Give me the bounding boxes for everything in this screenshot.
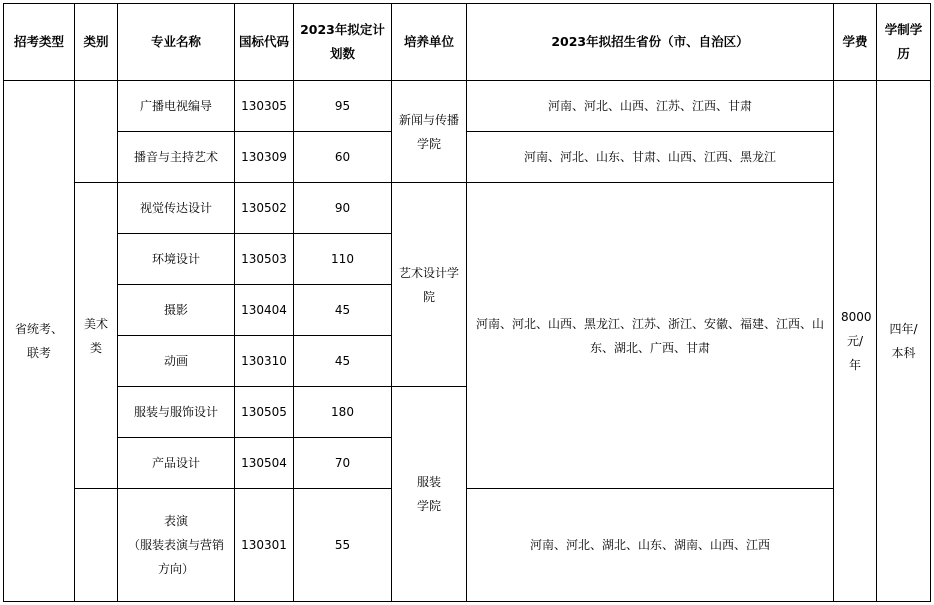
code-cell: 130305	[235, 81, 294, 132]
category-cell-empty	[75, 81, 118, 183]
plan-cell: 55	[294, 489, 392, 602]
header-unit: 培养单位	[392, 4, 467, 81]
header-fee: 学费	[834, 4, 877, 81]
major-cell: 产品设计	[118, 438, 235, 489]
plan-cell: 110	[294, 234, 392, 285]
table-row	[4, 183, 931, 234]
unit-cell-art-design: 艺术设计学院	[392, 183, 467, 387]
major-cell: 动画	[118, 336, 235, 387]
major-name: 表演	[163, 514, 188, 528]
code-cell: 130310	[235, 336, 294, 387]
plan-cell: 60	[294, 132, 392, 183]
code-cell: 130503	[235, 234, 294, 285]
code-cell: 130404	[235, 285, 294, 336]
header-row	[4, 4, 931, 81]
table-row	[4, 489, 931, 602]
major-cell: 视觉传达设计	[118, 183, 235, 234]
header-major: 专业名称	[118, 4, 235, 81]
major-cell: 环境设计	[118, 234, 235, 285]
header-duration: 学制学历	[877, 4, 931, 81]
major-cell: 摄影	[118, 285, 235, 336]
unit-cell-journalism: 新闻与传播学院	[392, 81, 467, 183]
plan-cell: 90	[294, 183, 392, 234]
plan-cell: 45	[294, 336, 392, 387]
unit-cell-fashion: 服装学院	[392, 387, 467, 602]
enrollment-table	[3, 3, 931, 602]
provinces-cell: 河南、河北、山东、甘肃、山西、江西、黑龙江	[467, 132, 834, 183]
duration-cell: 四年/本科	[877, 81, 931, 602]
header-category: 类别	[75, 4, 118, 81]
header-provinces: 2023年拟招生省份（市、自治区）	[467, 4, 834, 81]
category-cell-empty	[75, 489, 118, 602]
table-row	[4, 132, 931, 183]
plan-cell: 70	[294, 438, 392, 489]
code-cell: 130504	[235, 438, 294, 489]
provinces-cell: 河南、河北、山西、江苏、江西、甘肃	[467, 81, 834, 132]
plan-cell: 180	[294, 387, 392, 438]
table-row	[4, 81, 931, 132]
exam-type-cell: 省统考、联考	[4, 81, 75, 602]
provinces-cell: 河南、河北、湖北、山东、湖南、山西、江西	[467, 489, 834, 602]
header-plan: 2023年拟定计划数	[294, 4, 392, 81]
major-cell: 广播电视编导	[118, 81, 235, 132]
code-cell: 130309	[235, 132, 294, 183]
plan-cell: 95	[294, 81, 392, 132]
header-exam-type: 招考类型	[4, 4, 75, 81]
major-cell: 服装与服饰设计	[118, 387, 235, 438]
provinces-cell-art: 河南、河北、山西、黑龙江、江苏、浙江、安徽、福建、江西、山东、湖北、广西、甘肃	[467, 183, 834, 489]
major-direction: （服装表演与营销方向）	[127, 538, 224, 576]
major-cell: 播音与主持艺术	[118, 132, 235, 183]
code-cell: 130505	[235, 387, 294, 438]
code-cell: 130301	[235, 489, 294, 602]
fee-cell: 8000元/年	[834, 81, 877, 602]
plan-cell: 45	[294, 285, 392, 336]
header-code: 国标代码	[235, 4, 294, 81]
category-cell-art: 美术类	[75, 183, 118, 489]
major-cell	[118, 489, 235, 602]
code-cell: 130502	[235, 183, 294, 234]
